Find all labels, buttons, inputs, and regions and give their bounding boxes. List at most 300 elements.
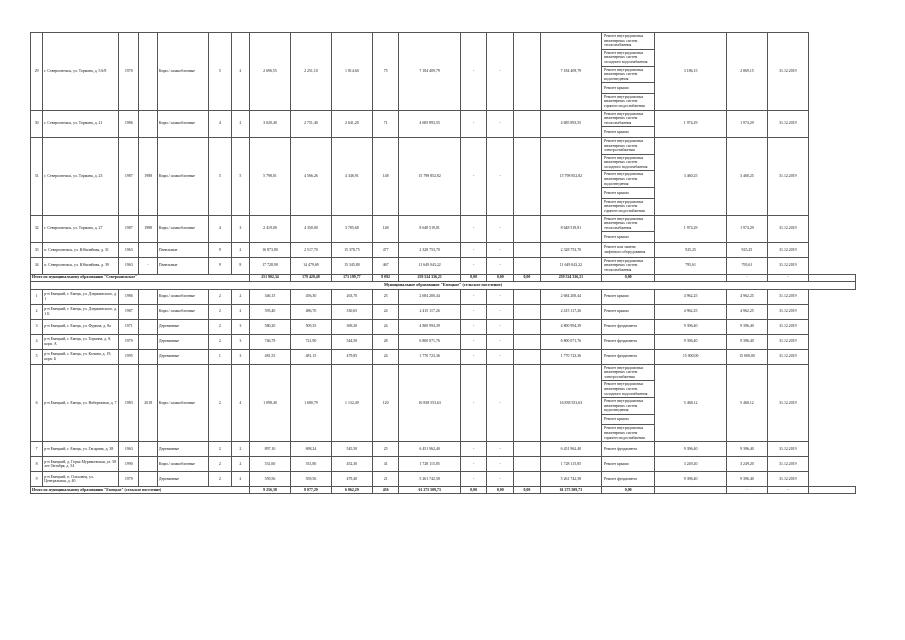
row-number: 4 (31, 334, 43, 349)
work-type: Ремонт крыши (602, 127, 655, 138)
total-area-total: 9 256,38 (250, 487, 291, 494)
work-type: Ремонт внутридомовых инженерных систем водоотведения (602, 398, 655, 415)
unit-cost-limit: 9 396,40 (726, 472, 767, 487)
fund-share: - (460, 334, 487, 349)
residential-area: 544,50 (331, 334, 372, 349)
work-type: Ремонт внутридомовых инженерных систем теплоснабжения (602, 110, 655, 127)
build-year: 1979 (119, 334, 139, 349)
entrance-count: 5 (231, 137, 249, 215)
build-year: 1970 (119, 33, 139, 111)
repair-cost-total: 8 648 519,81 (399, 215, 460, 242)
total-owners: 61 275 509,73 (540, 487, 601, 494)
entrance-count: 3 (231, 334, 249, 349)
work-type: Ремонт фундамента (602, 349, 655, 364)
work-type: Ремонт крыши (602, 188, 655, 199)
subject-budget: - (487, 304, 514, 319)
table-row (31, 472, 856, 487)
residential-area: 479,40 (331, 472, 372, 487)
subject-budget: - (487, 257, 514, 274)
wall-material: Деревянные (157, 472, 208, 487)
work-type: Ремонт внутридомовых инженерных систем теплоснабжения (602, 257, 655, 274)
wall-material: Кирп./ шлакоблочные (157, 33, 208, 111)
repair-cost-total: 4 800 994,39 (399, 319, 460, 334)
build-year: 1987 (119, 215, 139, 242)
unit-cost-limit: 2 869,15 (726, 33, 767, 111)
work-type: Ремонт внутридомовых инженерных систем холодного водоснабжения (602, 381, 655, 398)
unit-cost-limit: 925,25 (726, 242, 767, 257)
commission-year (139, 110, 157, 137)
unit-cost-limit: 4 962,25 (726, 304, 767, 319)
entrance-count: 2 (231, 33, 249, 111)
floor-count: 5 (209, 33, 232, 111)
build-year: 1963 (119, 257, 139, 274)
work-type: Ремонт внутридомовых инженерных систем водоотведения (602, 66, 655, 83)
wall-material: Панельные (157, 257, 208, 274)
completion-date: 31.12.2019 (767, 364, 808, 442)
living-area: 721,90 (290, 334, 331, 349)
subject-budget: - (487, 289, 514, 304)
unit-cost: 1 974,29 (655, 215, 727, 242)
floor-count: 2 (209, 319, 232, 334)
entrance-count: 2 (231, 289, 249, 304)
build-year: 1963 (119, 242, 139, 257)
municipal-budget (514, 304, 541, 319)
owners-funds: 2 684 200,44 (540, 289, 601, 304)
work-type: Ремонт фундамента (602, 319, 655, 334)
wall-material: Деревянные (157, 442, 208, 457)
row-number: 31 (31, 137, 43, 215)
total-fund: 0,00 (460, 274, 487, 281)
completion-date: 31.12.2019 (767, 319, 808, 334)
floor-count: 2 (209, 442, 232, 457)
table-row (31, 364, 856, 381)
living-area: 2 751,40 (290, 110, 331, 137)
living-area: 14 479,69 (290, 257, 331, 274)
table-row (31, 349, 856, 364)
total-dash: - (726, 274, 767, 281)
work-type: Ремонт фундамента (602, 442, 655, 457)
unit-cost-limit: 9 396,40 (726, 319, 767, 334)
floor-count: 2 (209, 334, 232, 349)
total-owners: 259 524 336,21 (540, 274, 601, 281)
floor-count: 4 (209, 110, 232, 137)
unit-cost-limit: 1 974,29 (726, 110, 767, 137)
row-number: 2 (31, 304, 43, 319)
table-row (31, 110, 856, 127)
completion-date: 31.12.2019 (767, 215, 808, 242)
resident-count: 25 (372, 289, 399, 304)
residential-area: 479,85 (331, 349, 372, 364)
subject-budget: - (487, 457, 514, 472)
table-row (31, 442, 856, 457)
house-address: р-н Емецкий, г. Емецк, ул. Кочина, д. 19, корп. Б (43, 349, 119, 364)
total-area: 593,40 (250, 304, 291, 319)
resident-count: 71 (372, 110, 399, 137)
municipal-budget (514, 215, 541, 242)
residential-area: 2 641,20 (331, 110, 372, 137)
completion-date: 31.12.2019 (767, 110, 808, 137)
total-area: 897,10 (250, 442, 291, 457)
total-area-living: 8 077,29 (290, 487, 331, 494)
owners-funds: 2 415 117,26 (540, 304, 601, 319)
fund-share: - (460, 289, 487, 304)
residential-area: 15 378,75 (331, 242, 372, 257)
wall-material: Деревянные (157, 349, 208, 364)
total-area-resid: 6 062,29 (331, 487, 372, 494)
build-year: 1983 (119, 364, 139, 442)
living-area: 4 350,00 (290, 215, 331, 242)
entrance-count: 2 (231, 304, 249, 319)
total-area: 17 728,90 (250, 257, 291, 274)
commission-year (139, 242, 157, 257)
house-address: г. Североонежск, ул. Тормана, д. 21 (43, 110, 119, 137)
floor-count: 5 (209, 137, 232, 215)
residential-area: 330,65 (331, 304, 372, 319)
commission-year (139, 289, 157, 304)
entrance-count: 3 (231, 319, 249, 334)
repair-cost-total: 1 770 723,36 (399, 349, 460, 364)
work-type: Ремонт крыши (602, 414, 655, 425)
fund-share: - (460, 457, 487, 472)
wall-material: Кирп./ шлакоблочные (157, 289, 208, 304)
table-row (31, 215, 856, 232)
completion-date: 31.12.2019 (767, 349, 808, 364)
repair-cost-total: 4 685 893,55 (399, 110, 460, 137)
commission-year (139, 442, 157, 457)
municipal-budget (514, 242, 541, 257)
unit-cost: 1 974,29 (655, 110, 727, 137)
total-dash: - (726, 487, 767, 494)
total-area-total: 251 902,34 (250, 274, 291, 281)
wall-material: Кирп./ шлакоблочные (157, 137, 208, 215)
work-type: Ремонт внутридомовых инженерных систем горячего водоснабжения (602, 425, 655, 442)
municipal-budget (514, 33, 541, 111)
unit-cost-limit: 15 000,00 (726, 349, 767, 364)
wall-material: Кирп./ шлакоблочные (157, 304, 208, 319)
unit-cost-limit: 9 396,40 (726, 334, 767, 349)
row-number: 33 (31, 242, 43, 257)
work-type: Ремонт крыши (602, 304, 655, 319)
living-area: 1 680,79 (290, 364, 331, 442)
commission-year: 1988 (139, 215, 157, 242)
subject-budget: - (487, 319, 514, 334)
program-table (30, 32, 856, 494)
house-address: г. Североонежск, ул. Тормана, д. 27 (43, 215, 119, 242)
owners-funds: 6 800 071,76 (540, 334, 601, 349)
floor-count: 9 (209, 242, 232, 257)
repair-cost-total: 16 838 553,63 (399, 364, 460, 442)
row-number: 32 (31, 215, 43, 242)
completion-date: 31.12.2019 (767, 137, 808, 215)
municipal-budget (514, 257, 541, 274)
unit-cost: 4 962,25 (655, 289, 727, 304)
unit-cost-limit: 5 468,12 (726, 364, 767, 442)
row-number: 30 (31, 110, 43, 137)
total-fund: 0,00 (460, 487, 487, 494)
work-type: Ремонт или замена лифтового оборудования (602, 242, 655, 257)
total-cost-total: 259 524 336,21 (399, 274, 460, 281)
living-area: 456,30 (290, 289, 331, 304)
total-area: 2 419,00 (250, 215, 291, 242)
unit-cost-limit: 795,61 (726, 257, 767, 274)
commission-year (139, 319, 157, 334)
total-area: 346,15 (250, 289, 291, 304)
table-row (31, 137, 856, 154)
total-label: Итого по муниципальному образованию "Североонежское" (31, 274, 250, 281)
row-number: 7 (31, 442, 43, 457)
municipal-budget (514, 289, 541, 304)
subject-budget: - (487, 364, 514, 442)
work-type: Ремонт внутридомовых инженерных систем горячего водоснабжения (602, 198, 655, 215)
commission-year (139, 304, 157, 319)
build-year: 1963 (119, 442, 139, 457)
total-dash: - (767, 274, 808, 281)
entrance-count: 2 (231, 472, 249, 487)
total-label: Итого по муниципальному образованию "Емецкое" (сельское поселение) (31, 487, 250, 494)
commission-year: 1988 (139, 137, 157, 215)
subject-budget: - (487, 110, 514, 137)
unit-cost: 4 962,25 (655, 304, 727, 319)
completion-date: 31.12.2019 (767, 442, 808, 457)
unit-cost-limit: 4 962,25 (726, 289, 767, 304)
residential-area: 369,20 (331, 319, 372, 334)
subject-budget: - (487, 334, 514, 349)
wall-material: Кирп./ шлакоблочные (157, 364, 208, 442)
table-row (31, 304, 856, 319)
fund-share: - (460, 349, 487, 364)
owners-funds: 4 800 994,39 (540, 319, 601, 334)
residential-area: 1 132,49 (331, 364, 372, 442)
completion-date: 31.12.2019 (767, 33, 808, 111)
unit-cost: 9 396,40 (655, 472, 727, 487)
house-address: р-н Емецкий, п. Ольховец, ул. Центральная, д. 40 (43, 472, 119, 487)
entrance-count: 3 (231, 349, 249, 364)
fund-share: - (460, 257, 487, 274)
total-residents: 8 092 (372, 274, 399, 281)
work-type: Ремонт внутридомовых инженерных систем холодного водоснабжения (602, 49, 655, 66)
total-area: 2 696,55 (250, 33, 291, 111)
resident-count: 75 (372, 33, 399, 111)
municipal-budget (514, 364, 541, 442)
owners-funds: 1 770 723,36 (540, 349, 601, 364)
unit-cost: 925,25 (655, 242, 727, 257)
repair-cost-total: 2 684 200,44 (399, 289, 460, 304)
section-title: Муниципальное образование "Емецкое" (сельское поселение) (31, 281, 856, 289)
house-address: г. Североонежск, ул. Тормана, д. 5А/8 (43, 33, 119, 111)
row-number: 6 (31, 364, 43, 442)
entrance-count: 4 (231, 364, 249, 442)
total-area: 1 098,40 (250, 364, 291, 442)
fund-share: - (460, 304, 487, 319)
wall-material: Кирп./ шлакоблочные (157, 457, 208, 472)
commission-year: 2018 (139, 364, 157, 442)
section-header-row (31, 281, 856, 289)
entrance-count: 2 (231, 110, 249, 137)
work-type: Ремонт внутридомовых инженерных систем теплоснабжения (602, 33, 655, 50)
repair-cost-total: 6 800 071,76 (399, 334, 460, 349)
table-row (31, 334, 856, 349)
entrance-count: 2 (231, 442, 249, 457)
fund-share: - (460, 33, 487, 111)
wall-material: Деревянные (157, 334, 208, 349)
total-subj: 0,00 (487, 274, 514, 281)
total-extra: 0,00 (602, 487, 655, 494)
completion-date: 31.12.2019 (767, 304, 808, 319)
residential-area: 545,50 (331, 442, 372, 457)
row-number: 8 (31, 457, 43, 472)
owners-funds: 15 798 852,82 (540, 137, 601, 215)
fund-share: - (460, 137, 487, 215)
subject-budget: - (487, 137, 514, 215)
wall-material: Кирп./ шлакоблочные (157, 110, 208, 137)
fund-share: - (460, 442, 487, 457)
build-year: 1979 (119, 472, 139, 487)
unit-cost: 3 249,20 (655, 457, 727, 472)
resident-count: 24 (372, 304, 399, 319)
total-area: 481,55 (250, 349, 291, 364)
resident-count: 41 (372, 457, 399, 472)
total-area: 3 020,40 (250, 110, 291, 137)
work-type: Ремонт фундамента (602, 334, 655, 349)
resident-count: 148 (372, 215, 399, 242)
total-area-living: 179 420,48 (290, 274, 331, 281)
entrance-count: 8 (231, 257, 249, 274)
total-area: 16 873,80 (250, 242, 291, 257)
house-address: р-н Емецкий, г. Емецк, ул. Гагарина, д. 38 (43, 442, 119, 457)
build-year: 1986 (119, 110, 139, 137)
floor-count: 2 (209, 472, 232, 487)
residential-area: 263,70 (331, 289, 372, 304)
municipal-budget (514, 319, 541, 334)
owners-funds: 2 328 753,70 (540, 242, 601, 257)
capital-repair-program-sheet (30, 32, 856, 494)
commission-year (139, 334, 157, 349)
work-type: Ремонт внутридомовых инженерных систем электроснабжения (602, 364, 655, 381)
living-area: 481,15 (290, 349, 331, 364)
floor-count: 4 (209, 215, 232, 242)
owners-funds: 11 649 043,22 (540, 257, 601, 274)
house-address: р-н Емецкий, г. Емецк, ул. Фурина, д. 8а (43, 319, 119, 334)
repair-cost-total: 5 261 742,58 (399, 472, 460, 487)
total-row (31, 274, 856, 281)
floor-count: 2 (209, 304, 232, 319)
unit-cost-limit: 1 974,29 (726, 215, 767, 242)
municipal-budget (514, 457, 541, 472)
unit-cost-limit: 3 249,20 (726, 457, 767, 472)
living-area: 509,35 (290, 319, 331, 334)
subject-budget: - (487, 442, 514, 457)
repair-cost-total: 2 415 117,26 (399, 304, 460, 319)
work-type: Ремонт фундамента (602, 472, 655, 487)
commission-year (139, 457, 157, 472)
unit-cost: 9 396,40 (655, 334, 727, 349)
resident-count: 28 (372, 334, 399, 349)
owners-funds: 6 451 962,40 (540, 442, 601, 457)
repair-cost-total: 7 184 409,79 (399, 33, 460, 111)
total-area: 746,79 (250, 334, 291, 349)
row-number: 34 (31, 257, 43, 274)
work-type: Ремонт крыши (602, 289, 655, 304)
wall-material: Кирп./ шлакоблочные (157, 215, 208, 242)
owners-funds: 8 648 519,81 (540, 215, 601, 242)
total-row (31, 487, 856, 494)
build-year: 1987 (119, 304, 139, 319)
resident-count: 24 (372, 319, 399, 334)
total-area: 559,56 (250, 472, 291, 487)
fund-share: - (460, 215, 487, 242)
entrance-count: 2 (231, 242, 249, 257)
row-number: 1 (31, 289, 43, 304)
work-type: Ремонт внутридомовых инженерных систем электроснабжения (602, 137, 655, 154)
total-residents: 456 (372, 487, 399, 494)
living-area: 559,56 (290, 472, 331, 487)
wall-material: Деревянные (157, 319, 208, 334)
living-area: 486,70 (290, 304, 331, 319)
total-blank (808, 274, 855, 281)
build-year: 1990 (119, 457, 139, 472)
floor-count: 9 (209, 257, 232, 274)
resident-count: 21 (372, 472, 399, 487)
municipal-budget (514, 442, 541, 457)
house-address: г. Североонежск, ул. Тормана, д. 23 (43, 137, 119, 215)
total-area-resid: 173 199,77 (331, 274, 372, 281)
total-blank (655, 274, 727, 281)
fund-share: - (460, 110, 487, 137)
owners-funds: 4 685 893,55 (540, 110, 601, 137)
repair-cost-total: 2 328 753,70 (399, 242, 460, 257)
table-row (31, 242, 856, 257)
commission-year (139, 33, 157, 111)
owners-funds: 5 261 742,58 (540, 472, 601, 487)
commission-year (139, 472, 157, 487)
unit-cost: 795,61 (655, 257, 727, 274)
total-dash: - (767, 487, 808, 494)
completion-date: 31.12.2019 (767, 472, 808, 487)
work-type: Ремонт внутридомовых инженерных систем теплоснабжения (602, 215, 655, 232)
resident-count: 477 (372, 242, 399, 257)
work-type: Ремонт внутридомовых инженерных систем водоотведения (602, 171, 655, 188)
unit-cost: 9 396,40 (655, 442, 727, 457)
house-address: р-н Емецкий, г. Емецк, ул. Тормана, д. 8, корп. А (43, 334, 119, 349)
living-area: 2 251,10 (290, 33, 331, 111)
living-area: 698,24 (290, 442, 331, 457)
build-year: 1995 (119, 349, 139, 364)
table-row (31, 289, 856, 304)
subject-budget: - (487, 215, 514, 242)
table-row (31, 457, 856, 472)
total-subj: 0,00 (487, 487, 514, 494)
house-address: р-н Емецкий, г. Емецк, ул. Дзержинского, д. 1 (43, 289, 119, 304)
completion-date: 31.12.2019 (767, 257, 808, 274)
work-type: Ремонт крыши (602, 83, 655, 94)
house-address: п. Североонежск, ул. Юбилейная, д. 31 (43, 242, 119, 257)
floor-count: 2 (209, 289, 232, 304)
row-number: 5 (31, 349, 43, 364)
municipal-budget (514, 334, 541, 349)
total-area: 5 798,01 (250, 137, 291, 215)
total-cost-total: 61 275 509,73 (399, 487, 460, 494)
commission-year (139, 349, 157, 364)
resident-count: 148 (372, 137, 399, 215)
house-address: р-н Емецкий, г. Емецк, ул. Набережная, д. 7 (43, 364, 119, 442)
total-extra: 0,00 (602, 274, 655, 281)
municipal-budget (514, 137, 541, 215)
row-number: 3 (31, 319, 43, 334)
total-blank (655, 487, 727, 494)
residential-area: 4 346,91 (331, 137, 372, 215)
resident-count: 24 (372, 349, 399, 364)
build-year: 1971 (119, 319, 139, 334)
